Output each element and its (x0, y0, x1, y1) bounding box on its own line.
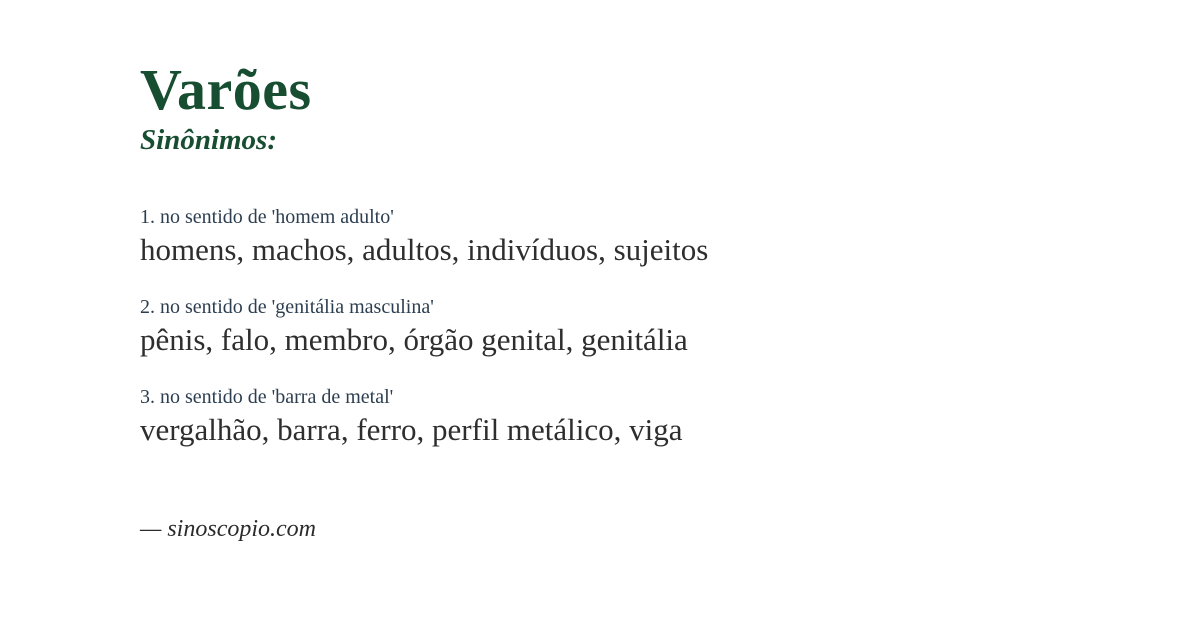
sense-entry-3 (140, 384, 1140, 450)
sense-synonyms-1: homens, machos, adultos, indivíduos, sujeitos (140, 231, 709, 267)
sense-synonyms-2: pênis, falo, membro, órgão genital, genitália (140, 321, 688, 357)
sense-number: 2. (140, 295, 155, 318)
sense-context-text: no sentido de 'barra de metal' (160, 385, 394, 408)
page-title: Varões (140, 57, 312, 122)
sense-synonyms-3: vergalhão, barra, ferro, perfil metálico, viga (140, 411, 683, 447)
attribution: — sinoscopio.com (140, 515, 316, 542)
sense-context-2 (140, 294, 1140, 320)
sense-number: 1. (140, 205, 155, 228)
sense-context-3 (140, 384, 1140, 410)
sense-context-text: no sentido de 'homem adulto' (160, 205, 394, 228)
sense-entry-2 (140, 294, 1140, 360)
sense-number: 3. (140, 385, 155, 408)
sense-entry-1 (140, 204, 1140, 270)
sense-context-text: no sentido de 'genitália masculina' (160, 295, 434, 318)
sense-context-1 (140, 204, 1140, 230)
subtitle-sinonimos: Sinônimos: (140, 123, 277, 156)
senses-list (140, 204, 1140, 450)
